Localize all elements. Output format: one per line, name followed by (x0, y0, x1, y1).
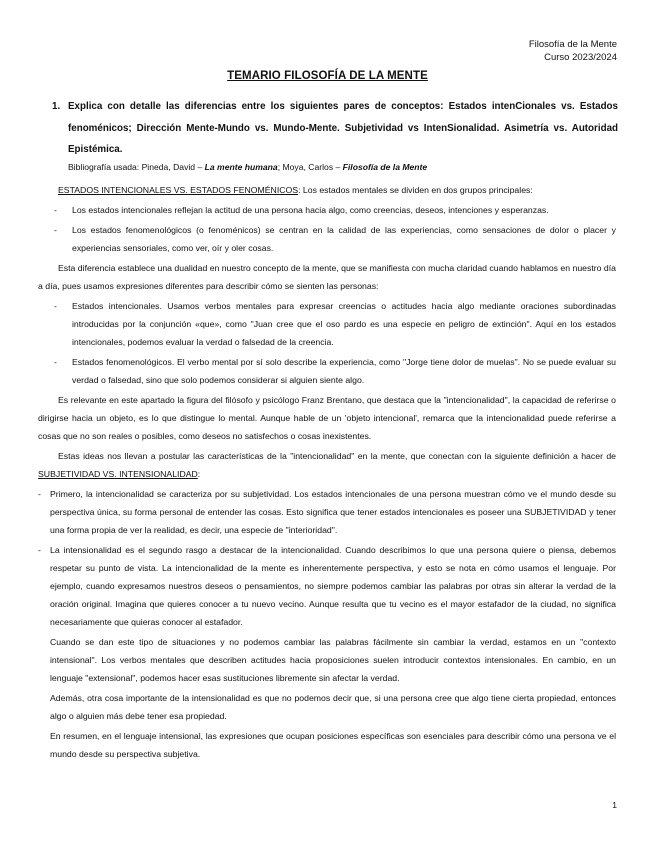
course-name: Filosofía de la Mente (528, 39, 617, 50)
list-item: - Estados intencionales. Usamos verbos mentales para expresar creencias o actitudes hacia algo mediante oraciones subordinadas introducidas por la conjunción «que», como "Juan cree que el oso pardo es una especie en peligro de extinción". Aquí en los estados intencionales, podemos evaluar la verdad o falsedad de la creencia. (54, 301, 616, 347)
question-text: Explica con detalle las diferencias entre los siguientes pares de conceptos: Estados intenCionales vs. Estados fenoménicos; Dirección Mente-Mundo vs. Mundo-Mente. Subjetividad vs IntenSionalidad. Asimetría vs. Autoridad Epistémica. (68, 101, 618, 155)
section1-intro (38, 181, 616, 199)
section1-paragraph-3-text: Estas ideas nos llevan a postular las características de la "intencionalidad" en la mente, que conectan con la siguiente definición a hacer de (58, 451, 616, 461)
question-number: 1. (52, 101, 61, 112)
document-header (529, 38, 617, 64)
list-item: - Estados fenomenológicos. El verbo mental por sí solo describe la experiencia, como "Jorge tiene dolor de muelas". No se puede evaluar su verdad o falsedad, sino que solo podemos considerar si alguien siente algo. (54, 357, 616, 385)
list-item: - Los estados fenomenológicos (o fenoménicos) se centran en la calidad de las experiencias, como sensaciones de dolor o placer y experiencias sensoriales, como ver, oír y oler cosas. (54, 225, 616, 253)
section1-bullet-1: Los estados intencionales reflejan la actitud de una persona hacia algo, como creencias, deseos, intenciones y esperanzas. (72, 205, 549, 215)
list-item: - La intensionalidad es el segundo rasgo a destacar de la intencionalidad. Cuando describimos lo que una persona quiere o piensa, debemos respetar su punto de vista. La intencionalidad de la mente es inherentemente perspectiva, y esto se nota en cómo usamos el lenguaje. Por ejemplo, cuando expresamos nuestros deseos o pensamientos, no siempre podemos cambiar las palabras por otras sin alterar la verdad de la oración original. Imagina que quieres conocer a tu nuevo vecino. Aunque resulta que tu vecino es el mayor estafador de la ciudad, no significa necesariamente que quieras conocer al estafador. (38, 545, 616, 627)
list-item: - Los estados intencionales reflejan la actitud de una persona hacia algo, como creencias, deseos, intenciones y esperanzas. (54, 205, 549, 215)
section1-paragraph-3 (38, 447, 616, 483)
section1-bullet-2: Los estados fenomenológicos (o fenoménicos) se centran en la calidad de las experiencias, como sensaciones de dolor o placer y experiencias sensoriales, como ver, oír y oler cosas. (72, 225, 616, 253)
section2-heading: SUBJETIVIDAD VS. INTENSIONALIDAD (38, 469, 198, 479)
page-number: 1 (612, 800, 617, 810)
section1-paragraph-1: Esta diferencia establece una dualidad en nuestro concepto de la mente, que se manifiesta con mucha claridad cuando hablamos en nuestro día a día, pues usamos expresiones diferentes para describir cómo se sienten las personas: (38, 263, 616, 291)
bibliography (68, 162, 427, 172)
section2-bullet-2: La intensionalidad es el segundo rasgo a destacar de la intencionalidad. Cuando describimos lo que una persona quiere o piensa, debemos respetar su punto de vista. La intencionalidad de la mente es inherentemente perspectiva, y esto se nota en cómo usamos el lenguaje. Por ejemplo, cuando expresamos nuestros deseos o pensamientos, no siempre podemos cambiar las palabras por otras sin alterar la verdad de la oración original. Imagina que quieres conocer a tu nuevo vecino. Aunque resulta que tu vecino es el mayor estafador de la ciudad, no significa necesariamente que quieras conocer al estafador. (50, 545, 616, 627)
section2-bullet-1: Primero, la intencionalidad se caracteriza por su subjetividad. Los estados intencionales de una persona muestran cómo ve el mundo desde su perspectiva única, su forma personal de entender las cosas. Esto significa que tener estados intencionales es poseer una SUBJETIVIDAD y tener una forma propia de ver la realidad, es decir, una especie de "interioridad". (50, 489, 616, 535)
section1-bullet-3: Estados intencionales. Usamos verbos mentales para expresar creencias o actitudes hacia algo mediante oraciones subordinadas introducidas por la conjunción «que», como "Juan cree que el oso pardo es una especie en peligro de extinción". Aquí en los estados intencionales, podemos evaluar la verdad o falsedad de la creencia. (72, 301, 616, 347)
section1-bullet-4: Estados fenomenológicos. El verbo mental por sí solo describe la experiencia, como "Jorge tiene dolor de muelas". No se puede evaluar su verdad o falsedad, sino que solo podemos considerar si alguien siente algo. (72, 357, 616, 385)
question-item (52, 96, 618, 161)
course-year: Curso 2023/2024 (544, 52, 617, 63)
section2-paragraph-1: Cuando se dan este tipo de situaciones y no podemos cambiar las palabras fácilmente sin cambiar la verdad, estamos en un "contexto intensional". Los verbos mentales que describen actitudes hacia proposiciones suelen introducir contextos intensionales. En cambio, en un lenguaje "extensional", podemos hacer esas sustituciones libremente sin afectar la verdad. (50, 637, 616, 683)
document-body (38, 181, 616, 765)
section2-paragraph-2: Además, otra cosa importante de la intensionalidad es que no podemos decir que, si una persona cree que algo tiene cierta propiedad, entonces algo o alguien más debe tener esa propiedad. (50, 693, 616, 721)
bibliography-book-1: La mente humana (204, 162, 278, 172)
section1-paragraph-2: Es relevante en este apartado la figura del filósofo y psicólogo Franz Brentano, que destaca que la "intencionalidad", la capacidad de referirse o dirigirse hacia un objeto, es lo que distingue lo mental. Aunque hable de un 'objeto intencional', remarca que la intencionalidad puede referirse a cosas que no son reales o posibles, como deseos no satisfechos o cosas inexistentes. (38, 395, 616, 441)
page-title: TEMARIO FILOSOFÍA DE LA MENTE (227, 70, 428, 82)
bibliography-book-2: Filosofía de la Mente (342, 162, 428, 172)
section1-paragraph-3-end: : (197, 469, 201, 479)
bibliography-middle: ; Moya, Carlos – (277, 162, 343, 172)
list-item: - Primero, la intencionalidad se caracteriza por su subjetividad. Los estados intencionales de una persona muestran cómo ve el mundo desde su perspectiva única, su forma personal de entender las cosas. Esto significa que tener estados intencionales es poseer una SUBJETIVIDAD y tener una forma propia de ver la realidad, es decir, una especie de "interioridad". (38, 489, 616, 535)
section2-paragraph-3: En resumen, en el lenguaje intensional, las expresiones que ocupan posiciones específicas son esenciales para describir cómo una persona ve el mundo desde su perspectiva subjetiva. (50, 731, 616, 759)
section1-heading: ESTADOS INTENCIONALES VS. ESTADOS FENOMÉNICOS (58, 185, 299, 195)
section1-intro-text: : Los estados mentales se dividen en dos grupos principales: (298, 185, 533, 195)
bibliography-prefix: Bibliografía usada: Pineda, David – (68, 162, 205, 172)
